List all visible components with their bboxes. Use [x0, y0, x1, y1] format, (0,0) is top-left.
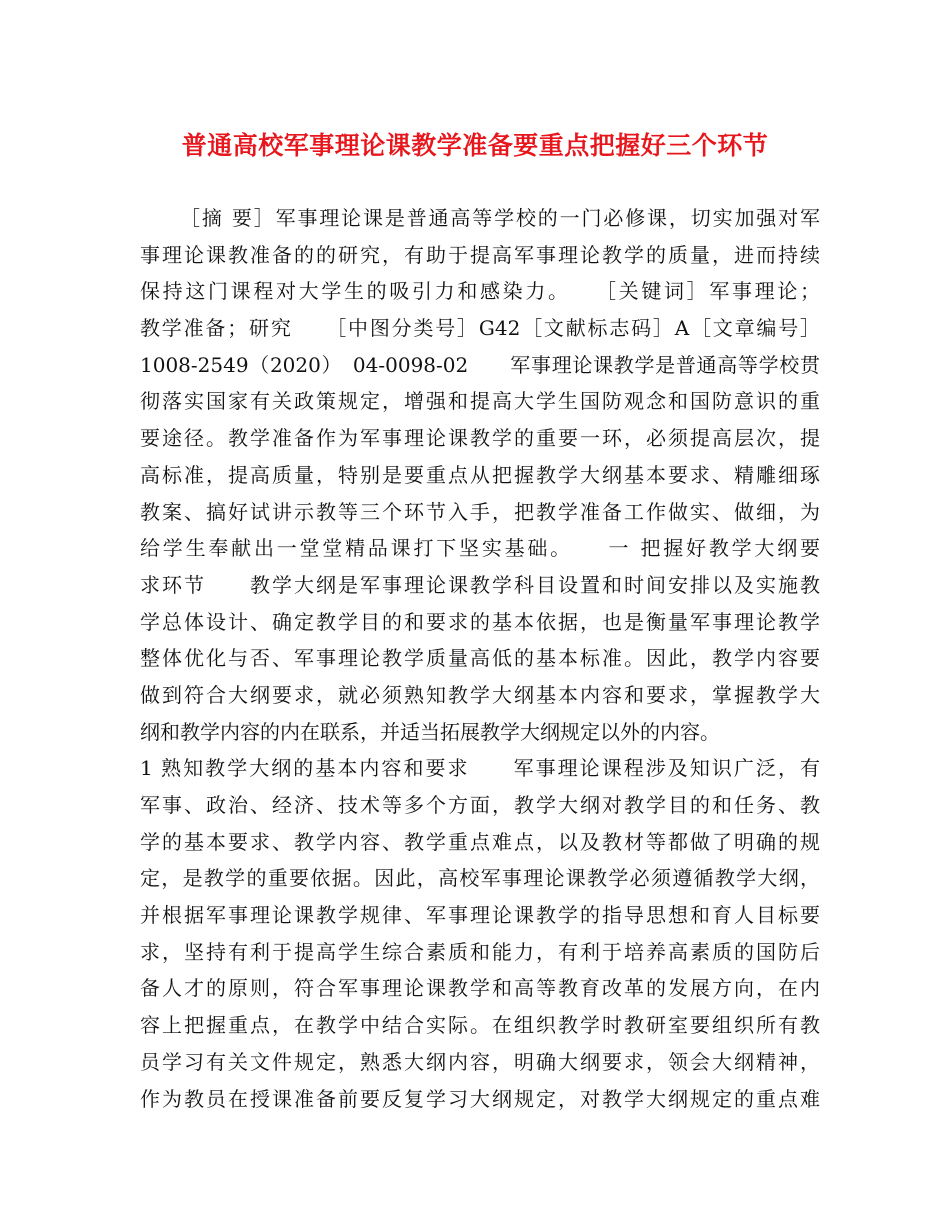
body-line: 要途径。教学准备作为军事理论课教学的重要一环，必须提高层次，提	[140, 426, 820, 451]
document-title: 普通高校军事理论课教学准备要重点把握好三个环节	[181, 131, 769, 160]
body-line: 备人才的原则，符合军事理论课教学和高等教育改革的发展方向，在内	[140, 976, 820, 1001]
body-line: 给学生奉献出一堂堂精品课打下坚实基础。 一 把握好教学大纲要	[140, 536, 820, 561]
body-line: 员学习有关文件规定，熟悉大纲内容，明确大纲要求，领会大纲精神，	[140, 1049, 820, 1074]
body-line: 高标准，提高质量，特别是要重点从把握教学大纲基本要求、精雕细琢	[140, 462, 820, 487]
body-line: 容上把握重点，在教学中结合实际。在组织教学时教研室要组织所有教	[140, 1013, 820, 1038]
body-line: 纲和教学内容的内在联系，并适当拓展教学大纲规定以外的内容。	[140, 719, 720, 744]
body-line: 作为教员在授课准备前要反复学习大纲规定，对教学大纲规定的重点难	[140, 1086, 820, 1111]
body-line: ［摘 要］军事理论课是普通高等学校的一门必修课，切实加强对军	[180, 206, 820, 230]
body-line: 学总体设计、确定教学目的和要求的基本依据，也是衡量军事理论教学	[140, 609, 820, 634]
body-line: 1 熟知教学大纲的基本内容和要求 军事理论课程涉及知识广泛，有	[140, 756, 820, 781]
body-line: 军事、政治、经济、技术等多个方面，教学大纲对教学目的和任务、教	[140, 793, 820, 817]
body-line: 教案、搞好试讲示教等三个环节入手，把教学准备工作做实、做细，为	[140, 499, 820, 524]
body-line: 保持这门课程对大学生的吸引力和感染力。 ［关键词］军事理论；	[140, 279, 820, 304]
body-line: 整体优化与否、军事理论教学质量高低的基本标准。因此，教学内容要	[140, 646, 820, 671]
body-line: 并根据军事理论课教学规律、军事理论课教学的指导思想和育人目标要	[140, 903, 820, 928]
body-line: 求环节 教学大纲是军事理论课教学科目设置和时间安排以及实施教	[140, 572, 820, 597]
body-line: 学的基本要求、教学内容、教学重点难点，以及教材等都做了明确的规	[140, 829, 820, 854]
body-line: 事理论课教准备的的研究，有助于提高军事理论教学的质量，进而持续	[140, 242, 820, 267]
body-line: 1008-2549（2020） 04-0098-02 军事理论课教学是普通高等学校贯	[140, 352, 820, 377]
body-line: 求，坚持有利于提高学生综合素质和能力，有利于培养高素质的国防后	[140, 939, 820, 964]
body-line: 教学准备；研究 ［中图分类号］G42［文献标志码］A［文章编号］	[140, 316, 820, 341]
body-line: 彻落实国家有关政策规定，增强和提高大学生国防观念和国防意识的重	[140, 389, 820, 414]
body-line: 定，是教学的重要依据。因此，高校军事理论课教学必须遵循教学大纲，	[140, 866, 820, 891]
body-line: 做到符合大纲要求，就必须熟知教学大纲基本内容和要求，掌握教学大	[140, 682, 820, 707]
document-body	[140, 200, 820, 1117]
